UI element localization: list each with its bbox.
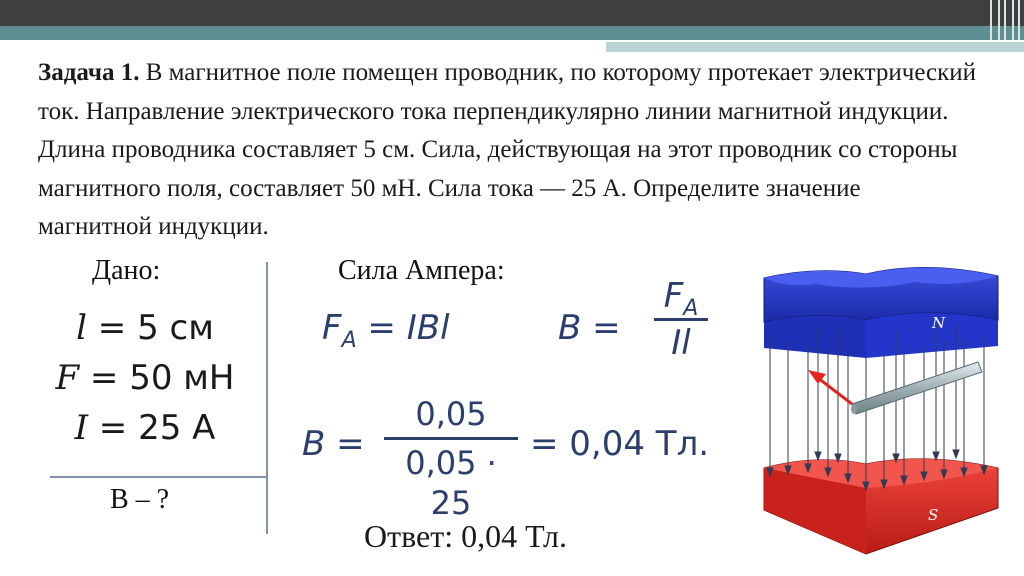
slide-teal-strip xyxy=(0,26,1024,40)
given-length: l = 5 см xyxy=(76,308,214,348)
unknown-quantity: B – ? xyxy=(110,484,170,515)
force-arrow xyxy=(808,370,852,404)
slide-top-bar xyxy=(0,0,1024,26)
south-label: S xyxy=(928,506,939,524)
given-divider-vertical xyxy=(266,262,268,534)
given-divider-horizontal xyxy=(50,476,268,478)
induction-formula-fraction: $F_A$ Il xyxy=(654,276,708,363)
ampere-force-label: Сила Ампера: xyxy=(338,255,505,286)
given-current: I = 25 А xyxy=(74,408,216,448)
slide-decor-lines xyxy=(986,0,1024,40)
north-label: N xyxy=(932,314,946,332)
calculation-lhs: B = xyxy=(302,424,365,464)
slide-light-strip xyxy=(606,40,1024,52)
induction-formula-lhs: B = xyxy=(558,308,621,348)
problem-heading: Задача 1. xyxy=(38,59,140,86)
problem-statement xyxy=(38,54,978,247)
problem-text: В магнитное поле помещен проводник, по которому протекает электрический ток. Направление электрического тока перпендикулярно линии магнитной индукции. Длина проводника составляет 5 см. Сила, действующая на этот проводник со стороны магнитного поля, составляет 50 мН. Сила тока — 25 А. Определите значение магнитной индукции. xyxy=(38,59,977,240)
calculation-result: = 0,04 Тл. xyxy=(530,424,710,464)
north-pole-magnet xyxy=(764,267,998,358)
calculation-fraction: 0,05 0,05 · 25 xyxy=(384,394,518,483)
given-label: Дано: xyxy=(92,255,161,286)
answer-text: Ответ: 0,04 Тл. xyxy=(364,518,568,554)
conductor-rod xyxy=(851,362,982,414)
ampere-formula: $F_A$ = IBl xyxy=(322,308,450,353)
given-force: F = 50 мН xyxy=(55,358,235,398)
magnet-illustration xyxy=(756,258,1006,558)
